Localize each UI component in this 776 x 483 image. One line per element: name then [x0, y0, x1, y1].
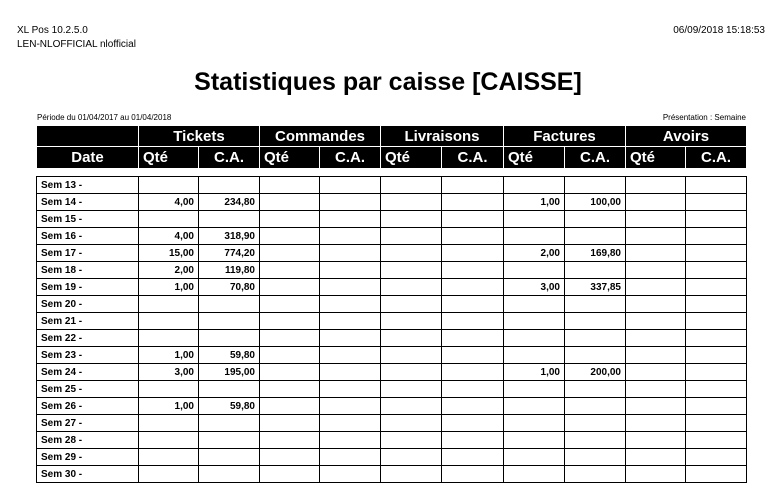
ca-cell	[565, 262, 626, 279]
qty-cell	[139, 381, 199, 398]
qty-cell: 15,00	[139, 245, 199, 262]
ca-header: C.A.	[686, 147, 747, 169]
ca-cell	[442, 194, 504, 211]
qty-cell	[626, 313, 686, 330]
ca-cell	[686, 330, 747, 347]
ca-cell	[686, 313, 747, 330]
qty-cell: 1,00	[139, 279, 199, 296]
date-header-spacer	[37, 126, 139, 147]
ca-cell: 318,90	[199, 228, 260, 245]
ca-cell	[686, 194, 747, 211]
ca-cell	[320, 432, 381, 449]
qty-cell: 2,00	[139, 262, 199, 279]
ca-cell: 70,80	[199, 279, 260, 296]
qty-cell	[381, 364, 442, 381]
qty-cell: 1,00	[139, 398, 199, 415]
table-row	[37, 415, 747, 432]
date-header: Date	[37, 147, 139, 169]
table-row	[37, 296, 747, 313]
qty-header: Qté	[260, 147, 320, 169]
table-row	[37, 245, 747, 262]
ca-cell	[320, 381, 381, 398]
qty-cell	[504, 330, 565, 347]
ca-cell: 195,00	[199, 364, 260, 381]
table-row	[37, 364, 747, 381]
ca-cell	[686, 381, 747, 398]
table-row	[37, 177, 747, 194]
table-row	[37, 381, 747, 398]
qty-cell	[381, 194, 442, 211]
ca-cell	[199, 381, 260, 398]
table-row	[37, 279, 747, 296]
ca-cell: 100,00	[565, 194, 626, 211]
ca-cell	[442, 313, 504, 330]
ca-cell	[199, 177, 260, 194]
table-row	[37, 347, 747, 364]
qty-cell	[381, 381, 442, 398]
ca-cell	[565, 381, 626, 398]
stats-table	[36, 125, 747, 483]
ca-cell	[686, 177, 747, 194]
group-header-row	[37, 126, 747, 147]
ca-cell	[565, 211, 626, 228]
ca-cell	[320, 194, 381, 211]
qty-cell	[260, 449, 320, 466]
group-header-commandes: Commandes	[260, 126, 381, 147]
row-date: Sem 19 -	[37, 279, 139, 296]
ca-cell	[320, 211, 381, 228]
table-row	[37, 330, 747, 347]
ca-cell: 774,20	[199, 245, 260, 262]
qty-cell	[626, 330, 686, 347]
ca-cell	[565, 432, 626, 449]
ca-cell	[442, 177, 504, 194]
qty-cell: 3,00	[504, 279, 565, 296]
qty-cell	[381, 398, 442, 415]
ca-cell	[320, 415, 381, 432]
qty-header: Qté	[504, 147, 565, 169]
qty-cell	[626, 228, 686, 245]
qty-cell	[260, 296, 320, 313]
stats-rows	[37, 177, 747, 483]
qty-cell	[381, 279, 442, 296]
ca-cell	[442, 296, 504, 313]
qty-cell	[381, 177, 442, 194]
qty-cell	[504, 432, 565, 449]
ca-cell	[442, 398, 504, 415]
qty-cell	[381, 211, 442, 228]
qty-cell	[626, 415, 686, 432]
ca-cell	[565, 228, 626, 245]
qty-cell	[504, 211, 565, 228]
ca-cell	[565, 330, 626, 347]
ca-cell	[199, 313, 260, 330]
qty-cell	[381, 245, 442, 262]
ca-cell	[686, 415, 747, 432]
ca-cell	[565, 296, 626, 313]
qty-cell: 1,00	[504, 194, 565, 211]
ca-cell	[686, 364, 747, 381]
qty-cell	[504, 228, 565, 245]
qty-cell	[139, 211, 199, 228]
ca-cell	[442, 466, 504, 483]
row-date: Sem 30 -	[37, 466, 139, 483]
qty-cell	[626, 211, 686, 228]
qty-cell	[504, 177, 565, 194]
qty-cell: 2,00	[504, 245, 565, 262]
qty-cell	[381, 228, 442, 245]
qty-cell	[260, 279, 320, 296]
ca-cell	[686, 398, 747, 415]
ca-cell	[565, 449, 626, 466]
qty-cell	[139, 177, 199, 194]
row-date: Sem 28 -	[37, 432, 139, 449]
ca-cell	[686, 347, 747, 364]
ca-cell	[686, 211, 747, 228]
ca-cell	[320, 347, 381, 364]
header-spacer	[37, 169, 747, 177]
ca-cell	[565, 347, 626, 364]
qty-cell	[626, 398, 686, 415]
ca-cell	[320, 262, 381, 279]
ca-cell	[686, 262, 747, 279]
ca-cell	[442, 211, 504, 228]
ca-cell	[320, 398, 381, 415]
ca-cell	[199, 296, 260, 313]
row-date: Sem 25 -	[37, 381, 139, 398]
table-row	[37, 313, 747, 330]
ca-cell	[320, 296, 381, 313]
qty-cell	[626, 177, 686, 194]
ca-cell	[199, 449, 260, 466]
ca-cell	[320, 466, 381, 483]
ca-cell	[199, 330, 260, 347]
ca-cell	[199, 211, 260, 228]
table-row	[37, 449, 747, 466]
row-date: Sem 18 -	[37, 262, 139, 279]
ca-cell	[199, 432, 260, 449]
ca-header: C.A.	[320, 147, 381, 169]
report-header-left	[17, 24, 136, 52]
qty-header: Qté	[381, 147, 442, 169]
qty-cell: 1,00	[139, 347, 199, 364]
qty-cell	[381, 449, 442, 466]
qty-cell	[260, 211, 320, 228]
ca-cell	[199, 415, 260, 432]
ca-cell: 59,80	[199, 347, 260, 364]
ca-header: C.A.	[199, 147, 260, 169]
qty-cell	[260, 466, 320, 483]
ca-cell	[320, 245, 381, 262]
ca-cell	[686, 432, 747, 449]
row-date: Sem 27 -	[37, 415, 139, 432]
qty-cell	[626, 449, 686, 466]
ca-cell: 234,80	[199, 194, 260, 211]
ca-cell	[442, 449, 504, 466]
qty-cell	[139, 449, 199, 466]
ca-cell	[686, 245, 747, 262]
ca-cell	[686, 296, 747, 313]
ca-cell	[199, 466, 260, 483]
qty-cell	[626, 194, 686, 211]
qty-cell	[260, 415, 320, 432]
ca-cell	[320, 449, 381, 466]
qty-cell	[381, 262, 442, 279]
ca-cell	[442, 381, 504, 398]
ca-cell	[320, 364, 381, 381]
qty-cell	[504, 449, 565, 466]
qty-cell	[139, 466, 199, 483]
qty-cell	[260, 347, 320, 364]
qty-cell	[381, 330, 442, 347]
ca-cell	[686, 279, 747, 296]
ca-cell	[565, 313, 626, 330]
qty-cell	[381, 296, 442, 313]
qty-cell	[381, 415, 442, 432]
ca-cell: 59,80	[199, 398, 260, 415]
qty-cell	[626, 466, 686, 483]
table-row	[37, 398, 747, 415]
user-name: LEN-NLOFFICIAL nlofficial	[17, 39, 136, 50]
table-row	[37, 211, 747, 228]
ca-cell	[565, 415, 626, 432]
row-date: Sem 22 -	[37, 330, 139, 347]
ca-cell: 337,85	[565, 279, 626, 296]
qty-cell	[139, 296, 199, 313]
report-datetime: 06/09/2018 15:18:53	[673, 25, 765, 36]
qty-cell	[626, 279, 686, 296]
qty-cell	[626, 262, 686, 279]
qty-cell	[260, 313, 320, 330]
qty-cell	[626, 296, 686, 313]
qty-cell: 4,00	[139, 194, 199, 211]
qty-cell	[381, 347, 442, 364]
row-date: Sem 15 -	[37, 211, 139, 228]
qty-cell	[260, 194, 320, 211]
qty-cell	[260, 364, 320, 381]
ca-cell	[442, 228, 504, 245]
report-title: Statistiques par caisse [CAISSE]	[194, 68, 582, 96]
group-header-factures: Factures	[504, 126, 626, 147]
row-date: Sem 20 -	[37, 296, 139, 313]
qty-cell	[381, 432, 442, 449]
ca-cell	[320, 279, 381, 296]
qty-cell	[260, 262, 320, 279]
qty-cell	[381, 466, 442, 483]
qty-cell	[626, 381, 686, 398]
ca-cell	[320, 330, 381, 347]
ca-cell	[442, 432, 504, 449]
ca-cell	[686, 449, 747, 466]
qty-cell: 1,00	[504, 364, 565, 381]
qty-cell	[504, 313, 565, 330]
qty-header: Qté	[626, 147, 686, 169]
qty-cell	[626, 432, 686, 449]
qty-cell	[260, 398, 320, 415]
qty-cell	[626, 364, 686, 381]
qty-cell	[139, 330, 199, 347]
table-row	[37, 466, 747, 483]
ca-cell: 200,00	[565, 364, 626, 381]
ca-cell	[442, 262, 504, 279]
qty-cell	[139, 313, 199, 330]
ca-cell	[686, 466, 747, 483]
qty-cell	[504, 296, 565, 313]
ca-cell: 119,80	[199, 262, 260, 279]
qty-cell	[504, 466, 565, 483]
qty-cell	[626, 245, 686, 262]
ca-cell: 169,80	[565, 245, 626, 262]
row-date: Sem 26 -	[37, 398, 139, 415]
qty-cell	[504, 398, 565, 415]
qty-cell	[260, 432, 320, 449]
qty-cell	[260, 228, 320, 245]
sub-header-row	[37, 147, 747, 169]
group-header-livraisons: Livraisons	[381, 126, 504, 147]
table-row	[37, 432, 747, 449]
row-date: Sem 23 -	[37, 347, 139, 364]
ca-cell	[442, 279, 504, 296]
ca-cell	[442, 347, 504, 364]
qty-cell	[260, 381, 320, 398]
qty-cell	[260, 177, 320, 194]
row-date: Sem 17 -	[37, 245, 139, 262]
table-row	[37, 262, 747, 279]
ca-cell	[565, 398, 626, 415]
ca-header: C.A.	[442, 147, 504, 169]
qty-cell	[504, 262, 565, 279]
ca-cell	[320, 177, 381, 194]
qty-cell: 3,00	[139, 364, 199, 381]
qty-cell	[626, 347, 686, 364]
row-date: Sem 29 -	[37, 449, 139, 466]
row-date: Sem 13 -	[37, 177, 139, 194]
ca-cell	[320, 228, 381, 245]
qty-cell	[260, 330, 320, 347]
ca-cell	[442, 330, 504, 347]
ca-cell	[565, 466, 626, 483]
app-version: XL Pos 10.2.5.0	[17, 25, 88, 36]
qty-cell	[381, 313, 442, 330]
row-date: Sem 16 -	[37, 228, 139, 245]
qty-cell	[504, 415, 565, 432]
ca-header: C.A.	[565, 147, 626, 169]
ca-cell	[442, 245, 504, 262]
row-date: Sem 24 -	[37, 364, 139, 381]
qty-cell	[139, 432, 199, 449]
presentation-label: Présentation : Semaine	[662, 113, 746, 122]
ca-cell	[686, 228, 747, 245]
qty-header: Qté	[139, 147, 199, 169]
table-row	[37, 228, 747, 245]
row-date: Sem 21 -	[37, 313, 139, 330]
qty-cell	[139, 415, 199, 432]
qty-cell	[504, 381, 565, 398]
qty-cell	[504, 347, 565, 364]
qty-cell: 4,00	[139, 228, 199, 245]
group-header-tickets: Tickets	[139, 126, 260, 147]
period-label: Période du 01/04/2017 au 01/04/2018	[37, 113, 172, 122]
row-date: Sem 14 -	[37, 194, 139, 211]
table-row	[37, 194, 747, 211]
ca-cell	[565, 177, 626, 194]
group-header-avoirs: Avoirs	[626, 126, 747, 147]
ca-cell	[442, 415, 504, 432]
qty-cell	[260, 245, 320, 262]
ca-cell	[442, 364, 504, 381]
ca-cell	[320, 313, 381, 330]
